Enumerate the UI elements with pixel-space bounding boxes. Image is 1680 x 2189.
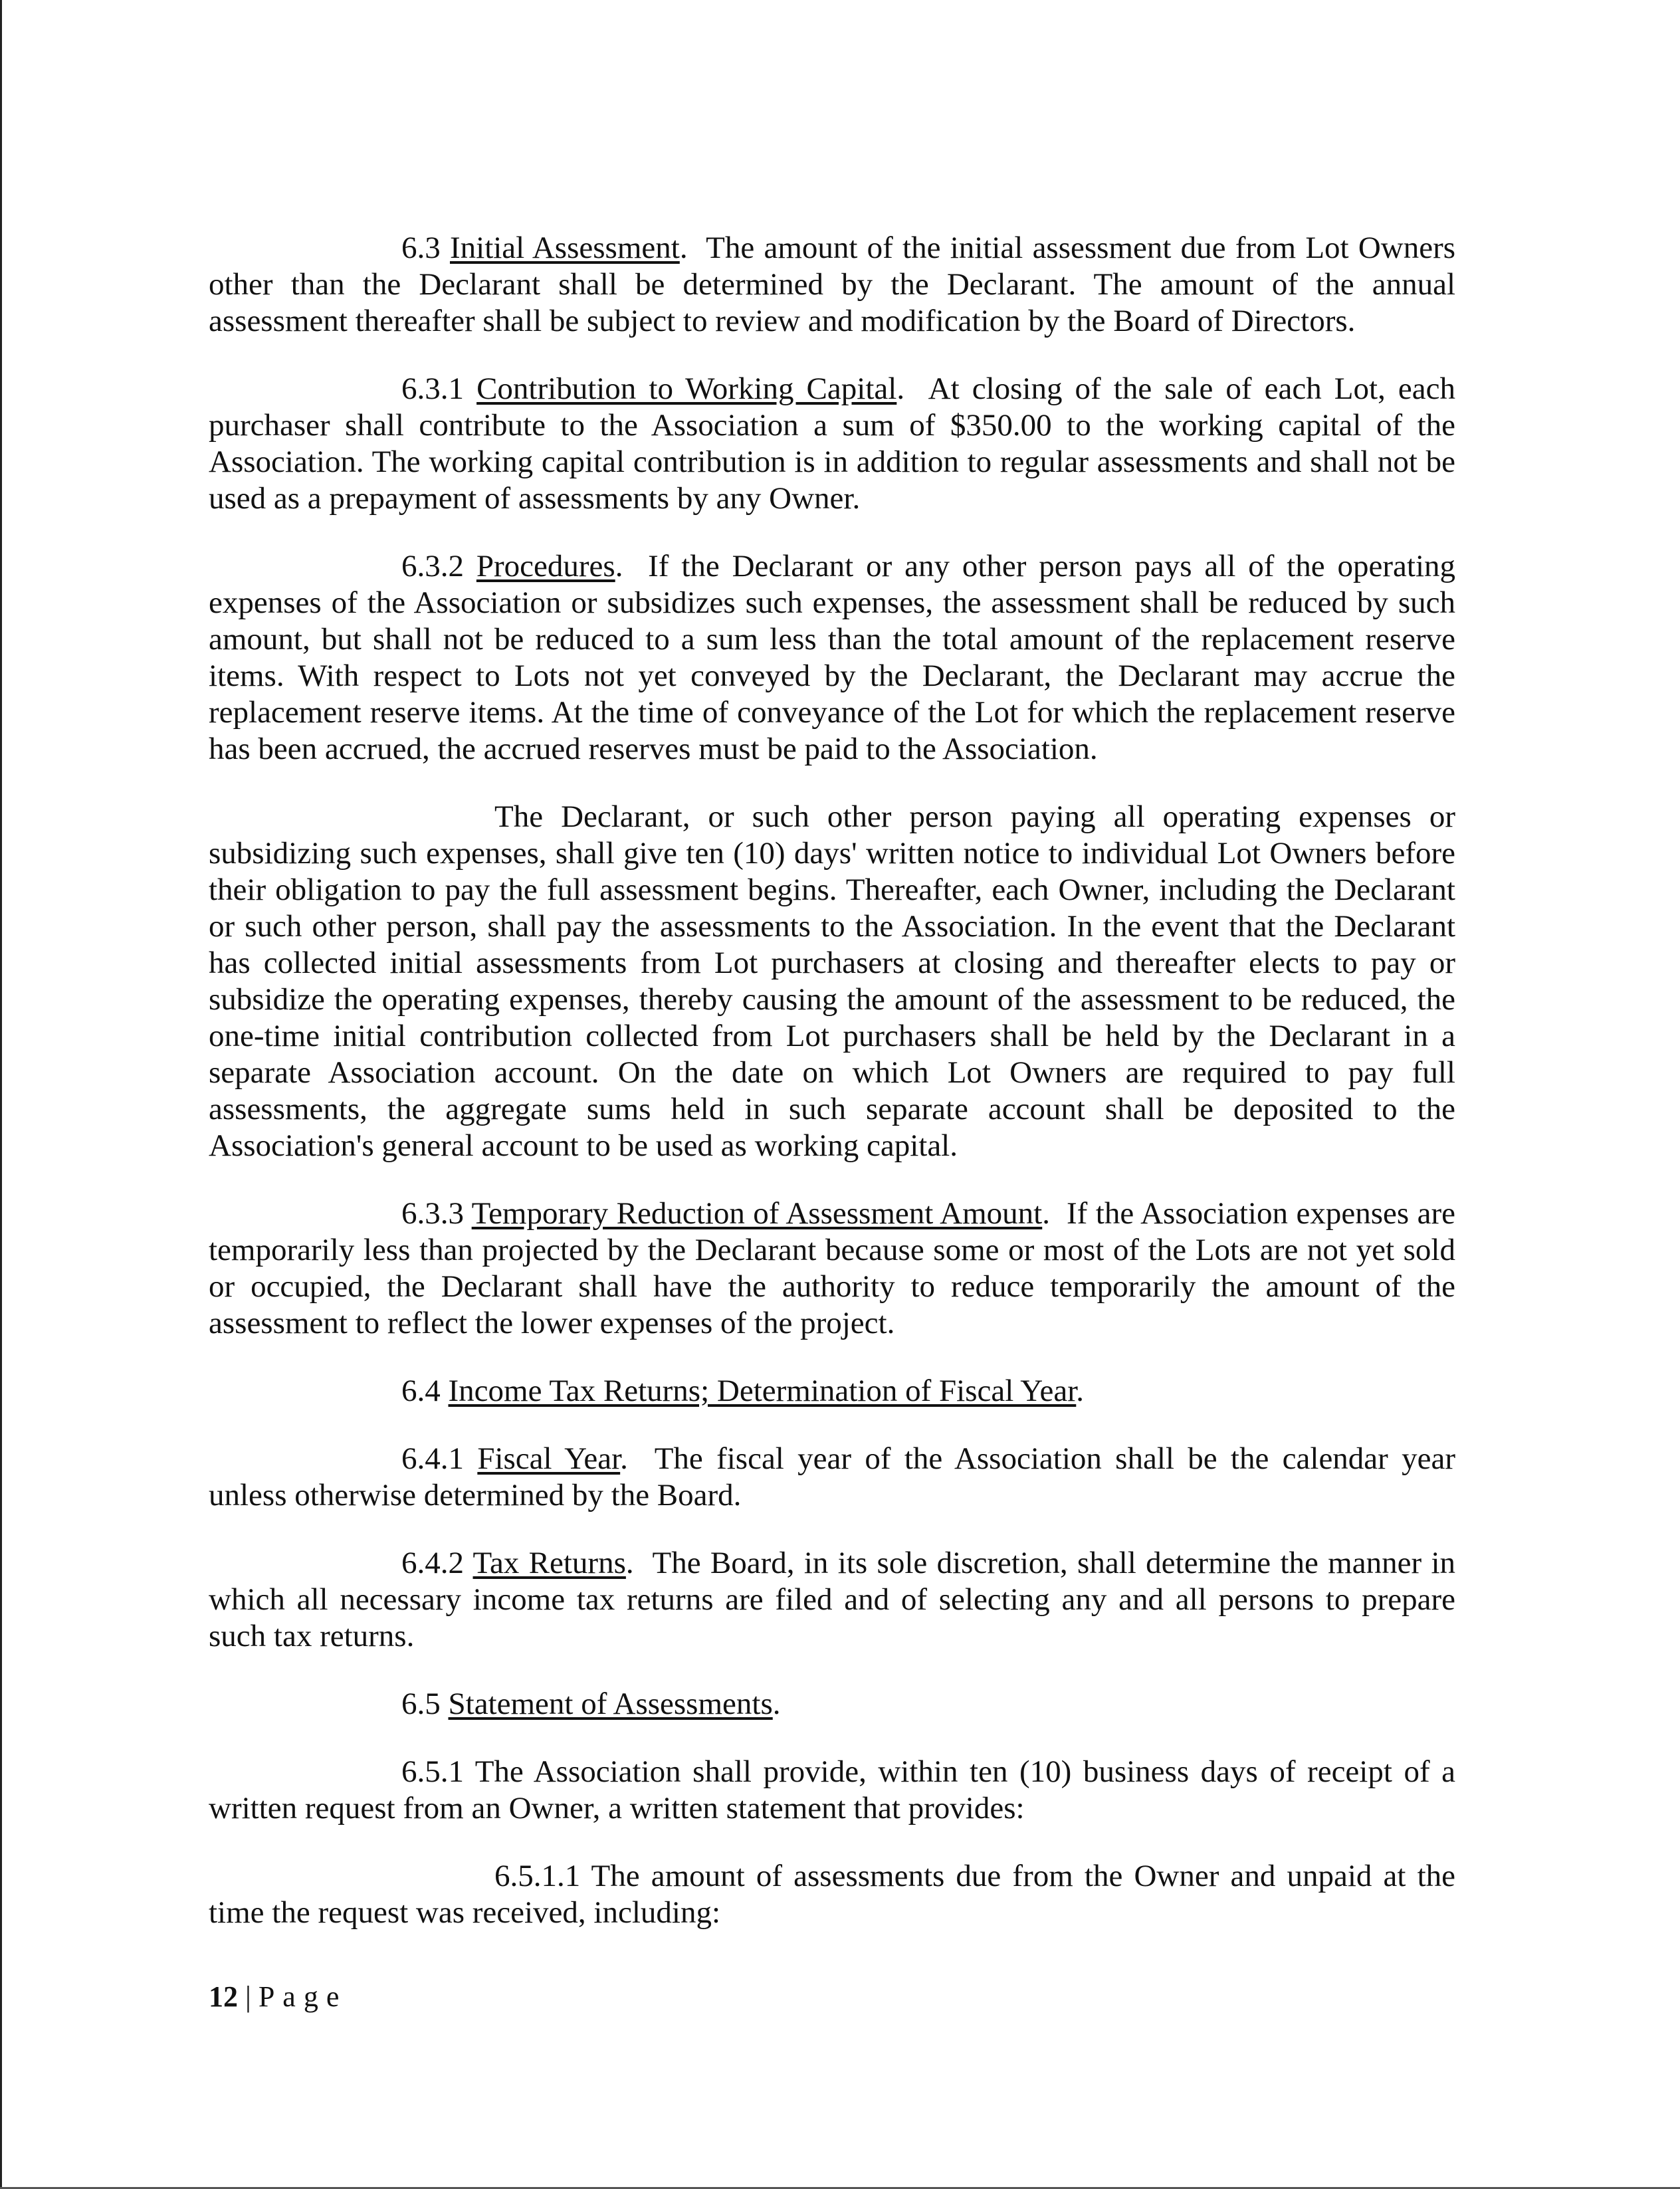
section-6-3-2: 6.3.2 Procedures. If the Declarant or any other person pays all of the operating expenses of the Association or subsidizes such expenses, the assessment shall be reduced by such amount, but shall not be reduced to a sum less than the total amount of the replacement reserve items. With respect to Lots not yet conveyed by the Declarant, the Declarant may accrue the replacement reserve items. At the time of conveyance of the Lot for which the replacement reserve has been accrued, the accrued reserves must be paid to the Association. bbox=[209, 549, 1456, 766]
section-6-5-1-1 bbox=[209, 1858, 1455, 1931]
section-6-3: 6.3 Initial Assessment. The amount of the initial assessment due from Lot Owners other than the Declarant shall be determined by the Declarant. The amount of the annual assessment thereafter shall be subject to review and modification by the Board of Directors. bbox=[209, 231, 1456, 338]
scan-edge-left bbox=[0, 0, 2, 2189]
section-text: If the Declarant or any other person pays all of the operating expenses of the Association or subsidizes such expenses, the assessment shall be reduced by such amount, but shall not be reduced to a sum less than the total amount of the replacement reserve items. With respect to Lots not yet conveyed by the Declarant, the Declarant may accrue the replacement reserve items. At the time of conveyance of the Lot for which the replacement reserve has been accrued, the accrued reserves must be paid to the Association. bbox=[209, 549, 1456, 766]
section-6-4-1: 6.4.1 Fiscal Year. The fiscal year of the Association shall be the calendar year unless otherwise determined by the Board. bbox=[209, 1441, 1455, 1512]
section-title: Income Tax Returns; Determination of Fiscal Year bbox=[448, 1374, 1077, 1408]
page-label: Page bbox=[258, 1980, 348, 2013]
section-title: Procedures bbox=[476, 549, 615, 583]
section-6-5-1 bbox=[209, 1754, 1455, 1827]
section-6-3-2-continued bbox=[209, 799, 1455, 1164]
section-number: 6.3.3 bbox=[401, 1196, 464, 1231]
document-body bbox=[209, 230, 1455, 1962]
section-text: The amount of assessments due from the Owner and unpaid at the time the request was received, including: bbox=[209, 1859, 1455, 1930]
section-number: 6.4 bbox=[401, 1374, 441, 1408]
page-footer bbox=[209, 1978, 347, 2015]
section-text: At closing of the sale of each Lot, each purchaser shall contribute to the Association a sum of $350.00 to the working capital of the Association. The working capital contribution is in addition to regular assessments and shall not be used as a prepayment of assessments by any Owner. bbox=[209, 371, 1455, 516]
section-number: 6.5.1 bbox=[401, 1754, 464, 1789]
section-number: 6.4.2 bbox=[401, 1546, 464, 1580]
section-6-5: 6.5 Statement of Assessments. bbox=[401, 1687, 781, 1721]
section-title: Statement of Assessments bbox=[448, 1687, 773, 1721]
section-title: Temporary Reduction of Assessment Amount bbox=[471, 1196, 1043, 1231]
section-number: 6.3.2 bbox=[401, 549, 464, 583]
section-text: If the Association expenses are temporarily less than projected by the Declarant because some or most of the Lots are not yet sold or occupied, the Declarant shall have the authority to reduce temporarily the amount of the assessment to reflect the lower expenses of the project. bbox=[209, 1196, 1455, 1340]
section-6-4: 6.4 Income Tax Returns; Determination of Fiscal Year. bbox=[401, 1374, 1085, 1408]
section-title: Initial Assessment bbox=[449, 231, 680, 265]
section-text: The Board, in its sole discretion, shall determine the manner in which all necessary income tax returns are filed and of selecting any and all persons to prepare such tax returns. bbox=[209, 1546, 1456, 1653]
section-number: 6.3.1 bbox=[401, 371, 464, 406]
section-number: 6.3 bbox=[401, 231, 441, 265]
footer-separator: | bbox=[245, 1980, 251, 2013]
section-text: The Association shall provide, within ten (10) business days of receipt of a written request from an Owner, a written statement that provides: bbox=[209, 1754, 1455, 1825]
section-text: The fiscal year of the Association shall be the calendar year unless otherwise determined by the Board. bbox=[209, 1441, 1455, 1512]
section-title: Contribution to Working Capital bbox=[476, 371, 897, 406]
section-title: Fiscal Year bbox=[477, 1441, 621, 1476]
section-number: 6.4.1 bbox=[401, 1441, 464, 1476]
section-6-3-3: 6.3.3 Temporary Reduction of Assessment Amount. If the Association expenses are temporarily less than projected by the Declarant because some or most of the Lots are not yet sold or occupied, the Declarant shall have the authority to reduce temporarily the amount of the assessment to reflect the lower expenses of the project. bbox=[209, 1196, 1455, 1340]
section-number: 6.5.1.1 bbox=[494, 1859, 581, 1893]
section-title: Tax Returns bbox=[472, 1546, 626, 1580]
section-6-3-1: 6.3.1 Contribution to Working Capital. At closing of the sale of each Lot, each purchaser shall contribute to the Association a sum of $350.00 to the working capital of the Association. The working capital contribution is in addition to regular assessments and shall not be used as a prepayment of assessments by any Owner. bbox=[209, 371, 1455, 516]
section-text: The amount of the initial assessment due from Lot Owners other than the Declarant shall be determined by the Declarant. The amount of the annual assessment thereafter shall be subject to review and modification by the Board of Directors. bbox=[209, 231, 1456, 338]
section-text: The Declarant, or such other person paying all operating expenses or subsidizing such expenses, shall give ten (10) days' written notice to individual Lot Owners before their obligation to pay the full assessment begins. Thereafter, each Owner, including the Declarant or such other person, shall pay the assessments to the Association. In the event that the Declarant has collected initial assessments from Lot purchasers at closing and thereafter elects to pay or subsidize the operating expenses, thereby causing the amount of the assessment to be reduced, the one-time initial contribution collected from Lot purchasers shall be held by the Declarant in a separate Association account. On the date on which Lot Owners are required to pay full assessments, the aggregate sums held in such separate account shall be deposited to the Association's general account to be used as working capital. bbox=[209, 799, 1455, 1163]
section-6-4-2: 6.4.2 Tax Returns. The Board, in its sole discretion, shall determine the manner in which all necessary income tax returns are filed and of selecting any and all persons to prepare such tax returns. bbox=[209, 1546, 1456, 1653]
page-number: 12 bbox=[209, 1980, 238, 2013]
section-number: 6.5 bbox=[401, 1687, 441, 1721]
